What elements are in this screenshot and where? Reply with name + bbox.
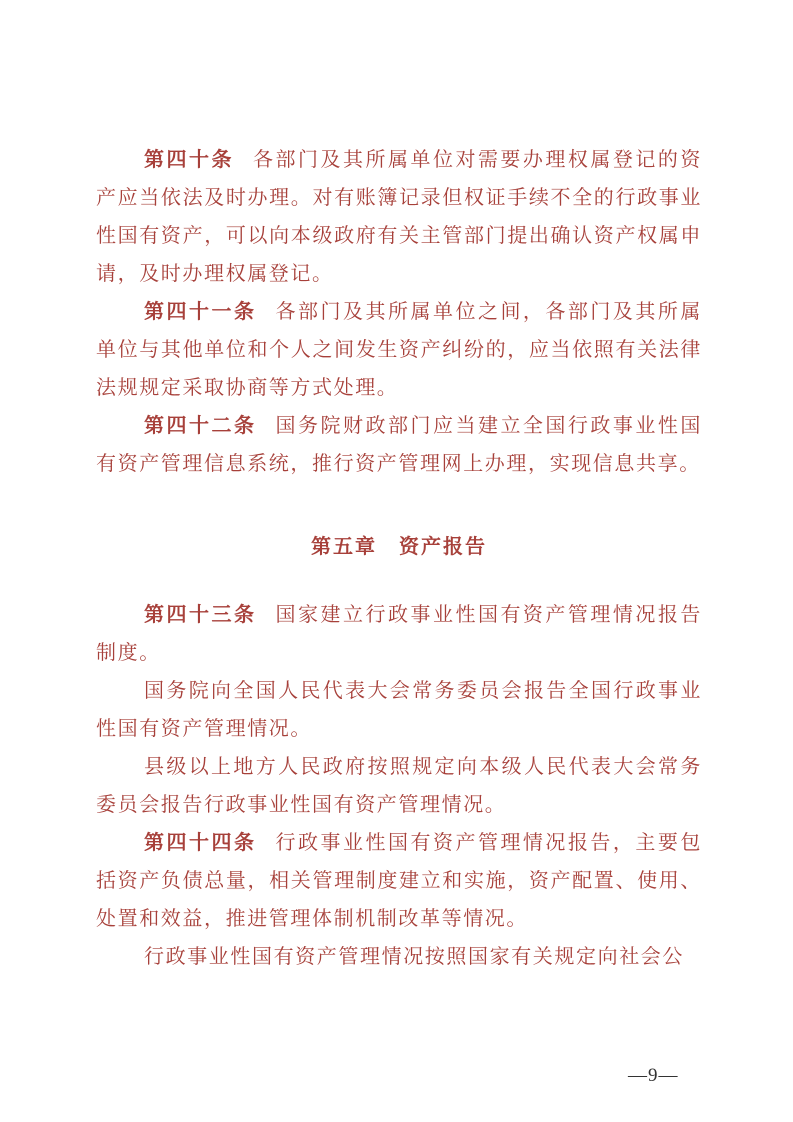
article-44-paragraph: [96, 824, 702, 938]
article-43-number: 第四十三条: [144, 604, 257, 626]
article-41-paragraph: [96, 293, 702, 407]
chapter-heading: 第五章 资产报告: [311, 536, 487, 558]
article-40-number: 第四十条: [144, 149, 234, 171]
article-44-subparagraph-1: [96, 938, 702, 976]
article-40-text: 各部门及其所属单位对需要办理权属登记的资产应当依法及时办理。对有账簿记录但权证手续不全的行政事业性国有资产，可以向本级政府有关主管部门提出确认资产权属申请，及时办理权属登记。: [96, 149, 702, 285]
article-40-paragraph: [96, 141, 702, 293]
article-44-number: 第四十四条: [144, 832, 257, 854]
article-43-subparagraph-2-text: 县级以上地方人民政府按照规定向本级人民代表大会常务委员会报告行政事业性国有资产管理情况。: [96, 756, 702, 816]
document-content: [96, 141, 702, 976]
article-41-number: 第四十一条: [144, 301, 257, 323]
article-44-text: 行政事业性国有资产管理情况报告，主要包括资产负债总量，相关管理制度建立和实施，资产配置、使用、处置和效益，推进管理体制机制改革等情况。: [96, 832, 703, 930]
article-42-number: 第四十二条: [144, 415, 257, 437]
article-43-subparagraph-1-text: 国务院向全国人民代表大会常务委员会报告全国行政事业性国有资产管理情况。: [96, 680, 702, 740]
article-41-text: 各部门及其所属单位之间，各部门及其所属单位与其他单位和个人之间发生资产纠纷的，应当依照有关法律法规规定采取协商等方式处理。: [96, 301, 703, 399]
article-43-subparagraph-1: [96, 672, 702, 748]
article-42-text: 国务院财政部门应当建立全国行政事业性国有资产管理信息系统，推行资产管理网上办理，实现信息共享。: [96, 415, 703, 475]
article-42-paragraph: [96, 407, 702, 483]
article-43-paragraph: [96, 596, 702, 672]
article-43-subparagraph-2: [96, 748, 702, 824]
article-44-subparagraph-1-text: 行政事业性国有资产管理情况按照国家有关规定向社会公: [144, 946, 684, 968]
article-43-text: 国家建立行政事业性国有资产管理情况报告制度。: [96, 604, 703, 664]
page-number: —9—: [628, 1065, 679, 1086]
